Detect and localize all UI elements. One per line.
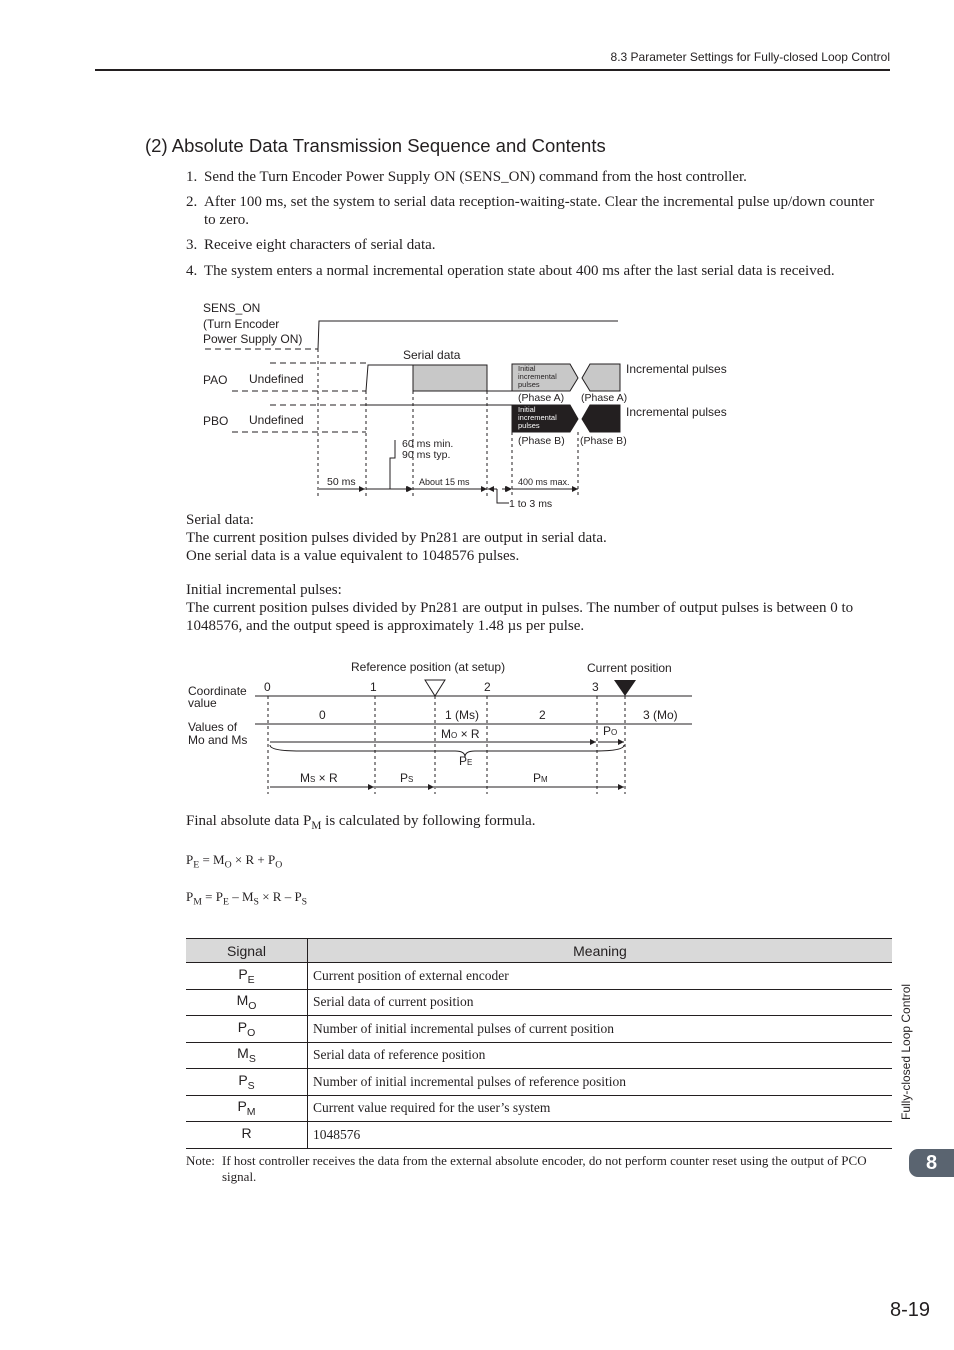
cur-pos-label: Current position: [587, 661, 672, 675]
initial-label: Initial: [518, 405, 536, 414]
incremental-pulses-b-label: Incremental pulses: [626, 405, 727, 419]
ps-sub: S: [408, 775, 414, 784]
serial-data-label: Serial data: [403, 348, 461, 362]
equation-pe: [186, 852, 282, 871]
current-position-marker: [614, 680, 636, 696]
meaning-cell: Current position of external encoder: [308, 963, 893, 990]
coord-label: Coordinate: [188, 684, 247, 698]
eq-text: P: [186, 889, 194, 904]
tick-label: 2: [484, 680, 491, 694]
meaning-cell: Number of initial incremental pulses of reference position: [308, 1069, 893, 1096]
chapter-side-label: Fully-closed Loop Control: [899, 983, 913, 1120]
pm-sub: M: [541, 775, 548, 784]
signal-cell: $P_M$: [186, 1095, 308, 1122]
pe-sub: E: [467, 758, 473, 767]
init-desc-body: The current position pulses divided by Pn281 are output in pulses. The number of output pulses is between 0 to 1048576, and the output speed is approximately 1.48 µs per pulse.: [186, 600, 854, 634]
meaning-cell: Current value required for the user’s system: [308, 1095, 893, 1122]
timing-diagram: [0, 0, 954, 520]
formula-intro-text: Final absolute data P: [186, 813, 312, 829]
meaning-cell: 1048576: [308, 1122, 893, 1149]
step-number: 3.: [186, 237, 198, 253]
chapter-tab: 8: [909, 1149, 954, 1177]
initial-label: incremental: [518, 413, 557, 422]
ms-sub: S: [310, 775, 316, 784]
signal-cell: $P_S$: [186, 1069, 308, 1096]
meaning-cell: Serial data of current position: [308, 989, 893, 1016]
formula-intro-sub: M: [311, 820, 322, 832]
step-text: Send the Turn Encoder Power Supply ON (SENS_ON) command from the host controller.: [204, 169, 747, 185]
phase-b-label: (Phase B): [518, 435, 565, 447]
eq-sub: S: [253, 896, 259, 908]
ps-label: P: [400, 771, 409, 785]
step-text: The system enters a normal incremental operation state about 400 ms after the last serial data is received.: [204, 263, 835, 279]
pao-undefined-label: Undefined: [249, 372, 304, 386]
eq-text: – M: [228, 889, 254, 904]
signal-cell: $P_E$: [186, 963, 308, 990]
step-text: Receive eight characters of serial data.: [204, 237, 436, 253]
step-text: After 100 ms, set the system to serial data reception-waiting-state. Clear the incremental pulse up/down counter to zero.: [204, 194, 875, 228]
phase-b-label: (Phase B): [580, 435, 627, 447]
incremental-pulses-a-block: [582, 364, 620, 391]
phase-a-label: (Phase A): [581, 392, 628, 404]
init-pulses-desc: [186, 581, 890, 635]
table-row: [186, 1016, 892, 1043]
meaning-cell: Serial data of reference position: [308, 1042, 893, 1069]
signal-cell: R: [186, 1122, 308, 1149]
pe-label: P: [459, 754, 468, 768]
sens-on-label-2: (Turn Encoder: [203, 317, 280, 331]
tick-label: 3: [592, 680, 599, 694]
values-label: Values of: [188, 720, 238, 734]
step-number: 4.: [186, 263, 198, 279]
meaning-cell: Number of initial incremental pulses of current position: [308, 1016, 893, 1043]
equation-pm: [186, 889, 307, 908]
page-number: 8-19: [889, 1299, 930, 1321]
table-row: [186, 1042, 892, 1069]
section-title: (2) Absolute Data Transmission Sequence and Contents: [145, 135, 606, 156]
eq-sub: O: [275, 859, 283, 871]
pao-label: PAO: [203, 373, 228, 387]
eq-sub: O: [224, 859, 232, 871]
table-row: [186, 1095, 892, 1122]
step-number: 1.: [186, 169, 198, 185]
serial-desc-title: Serial data:: [186, 512, 254, 528]
header-signal: Signal: [186, 939, 308, 963]
svg-text:PS: [400, 771, 413, 785]
eq-sub: S: [301, 896, 308, 908]
initial-label: Initial: [518, 364, 536, 373]
initial-label: pulses: [518, 380, 540, 389]
eq-text: P: [186, 852, 194, 867]
table-row: [186, 1069, 892, 1096]
table-row: [186, 989, 892, 1016]
running-header: 8.3 Parameter Settings for Fully-closed Loop Control: [610, 50, 890, 64]
times-r: × R: [457, 727, 480, 741]
ms-label: M: [300, 771, 310, 785]
coordinate-diagram: [0, 650, 954, 800]
formula-intro-text: is calculated by following formula.: [321, 813, 536, 829]
ref-position-marker: [425, 680, 445, 696]
pm-label: P: [533, 771, 542, 785]
table-row: [186, 1122, 892, 1149]
init-desc-title: Initial incremental pulses:: [186, 582, 342, 598]
initial-label: incremental: [518, 372, 557, 381]
eq-text: × R – P: [258, 889, 302, 904]
mo-ms-value: 1 (Ms): [445, 708, 479, 722]
po-sub: O: [611, 728, 618, 737]
tick-label: 1: [370, 680, 377, 694]
table-row: [186, 963, 892, 990]
ref-pos-label: Reference position (at setup): [351, 660, 506, 674]
step-number: 2.: [186, 194, 198, 210]
typ-90-label: 90 ms typ.: [402, 449, 451, 461]
min-60-label: 60 ms min.: [402, 438, 454, 450]
mo-sub: O: [451, 731, 458, 740]
signal-cell: $M_O$: [186, 989, 308, 1016]
eq-sub: E: [222, 896, 229, 908]
signal-cell: $M_S$: [186, 1042, 308, 1069]
header-meaning: Meaning: [308, 939, 893, 963]
values-label-2: Mo and Ms: [188, 733, 248, 747]
mo-ms-value: 2: [539, 708, 546, 722]
max-400-label: 400 ms max.: [518, 477, 570, 487]
pbo-undefined-label: Undefined: [249, 413, 304, 427]
incremental-pulses-b-block: [582, 405, 620, 432]
signal-cell: $P_O$: [186, 1016, 308, 1043]
phase-a-label: (Phase A): [518, 392, 565, 404]
po-label: P: [603, 724, 612, 738]
about-15-label: About 15 ms: [419, 477, 470, 487]
eq-sub: E: [193, 859, 200, 871]
tick-label: 0: [264, 680, 271, 694]
mo-ms-value: 0: [319, 708, 326, 722]
serial-desc-line: The current position pulses divided by Pn281 are output in serial data.: [186, 530, 607, 546]
serial-data-desc: [186, 511, 890, 565]
svg-text:PE: [459, 754, 472, 768]
ms-50-label: 50 ms: [327, 476, 356, 488]
note: [186, 1153, 890, 1185]
pbo-label: PBO: [203, 414, 229, 428]
serial-data-block: [413, 365, 487, 391]
ms-1-3-label: 1 to 3 ms: [509, 498, 553, 510]
note-text: If host controller receives the data from the external absolute encoder, do not perform counter reset using the output of PCO signal.: [222, 1153, 867, 1184]
table-header-row: [186, 939, 892, 963]
mo-label: M: [441, 727, 451, 741]
eq-text: = P: [201, 889, 223, 904]
incremental-pulses-a-label: Incremental pulses: [626, 362, 727, 376]
sens-on-label-3: Power Supply ON): [203, 332, 303, 346]
eq-text: = M: [199, 852, 225, 867]
formula-intro: [186, 813, 536, 832]
svg-text:MO × R: [441, 727, 480, 741]
svg-text:PM: [533, 771, 548, 785]
coord-label-2: value: [188, 696, 217, 710]
serial-desc-line: One serial data is a value equivalent to 1048576 pulses.: [186, 548, 520, 564]
eq-text: × R + P: [231, 852, 276, 867]
eq-sub: M: [193, 896, 202, 908]
mo-ms-value: 3 (Mo): [643, 708, 678, 722]
signal-table: [186, 938, 892, 1149]
svg-text:PO: [603, 724, 617, 738]
note-label: Note:: [186, 1153, 215, 1168]
initial-label: pulses: [518, 421, 540, 430]
svg-text:MS × R: [300, 771, 338, 785]
sens-on-label: SENS_ON: [203, 301, 261, 315]
times-r: × R: [315, 771, 338, 785]
